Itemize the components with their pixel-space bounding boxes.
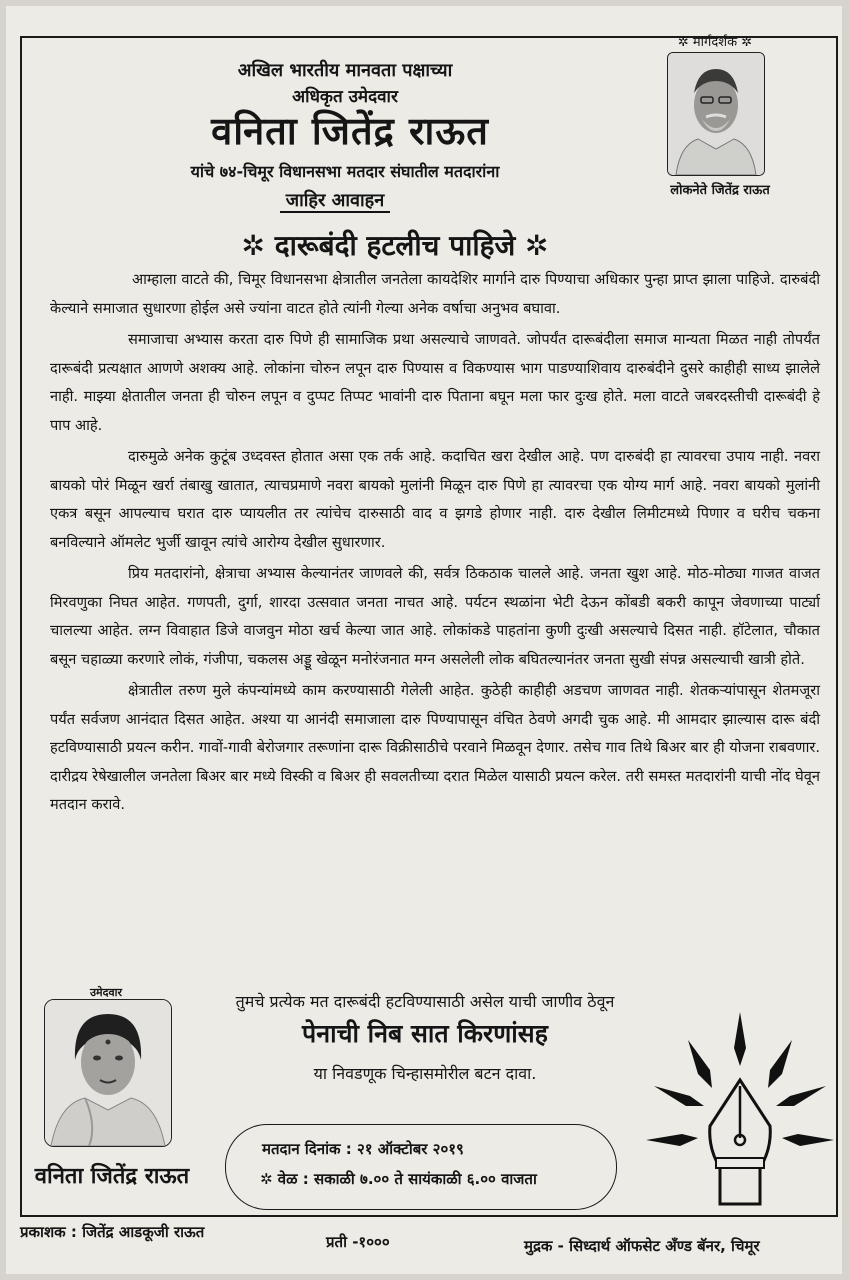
constituency-voters-line: यांचे ७४-चिमूर विधानसभा मतदार संघातील मतदारांना [190, 162, 500, 181]
guide-label: ✲ मार्गदर्शक ✲ [677, 35, 753, 50]
paragraph-1: आम्हाला वाटते की, चिमूर विधानसभा क्षेत्रातील जनतेला कायदेशिर मार्गाने दारु पिण्याचा अधिकार पुन्हा प्राप्त झाला पाहिजे. दारुबंदी केल्याने समाजात सुधारणा होईल असे ज्यांना वाटत होते त्यांनी गेल्या अनेक वर्षाचा अनुभव बघावा. [50, 271, 820, 317]
candidate-photo [44, 999, 172, 1147]
paragraph-5: क्षेत्रातील तरुण मुले कंपन्यांमध्ये काम करण्यासाठी गेलेली आहेत. कुठेही काहीही अडचण जाणवत नाही. शेतकऱ्यांपासून शेतमजूरा पर्यंत सर्वजण आनंदात दिसत आहेत. अश्या या आनंदी समाजाला दारु पिण्यापासून वंचित ठेवणे अगदी चुक आहे. मी आमदार झाल्यास दारू बंदी हटविण्यासाठी प्रयत्न करीन. गावों-गावी बेरोजगार तरूणांना दारू विक्रीसाठीचे परवाने मिळवून देणार. तसेच गाव तिथे बिअर बार ही योजना राबवणार. दारीद्रय रेषेखालील जनतेला बिअर बार मध्ये विस्की व बिअर ही सवलतीच्या दरात मिळेल यासाठी प्रयत्न करेल. तरी समस्त मतदारांनी याची नोंद घेवून मतदान करावे. [50, 682, 821, 813]
candidate-caption: वनिता जितेंद्र राऊत [34, 1164, 190, 1189]
candidate-label: उमेदवार [90, 986, 122, 999]
polling-date: मतदान दिनांक : २१ ऑक्टोबर २०१९ [262, 1140, 464, 1158]
printer-credit: मुद्रक - सिध्दार्थ ऑफसेट अँण्ड बॅनर, चिमूर [524, 1237, 760, 1255]
slogan-heading: ✲ दारूबंदी हटलीच पाहिजे ✲ [241, 229, 549, 262]
appeal-heading-text: जाहिर आवाहन [280, 190, 390, 213]
press-button-line: या निवडणूक चिन्हासमोरील बटन दावा. [313, 1064, 537, 1083]
candidate-name-heading: वनिता जितेंद्र राऊत [211, 109, 489, 153]
polling-schedule-box [225, 1124, 617, 1210]
pen-nib-seven-rays-icon [640, 1008, 840, 1208]
party-line: अखिल भारतीय मानवता पक्षाच्या [237, 60, 453, 81]
paragraph-3: दारुमुळे अनेक कुटूंब उध्दवस्त होतात असा एक तर्क आहे. कदाचित खरा देखील आहे. पण दारुबंदी हा त्यावरचा उपाय नाही. नवरा बायको पोरं मिळून खर्रा तंबाखु खातात, त्याचप्रमाणे नवरा बायको मुलांनी मिळून दारु पिणे हा त्यावरचा एक योग्य मार्ग आहे. नवरा बायको मुलांनी एकत्र बसून आपल्याच घरात दारु प्यायलीत तर त्यांचेच दारुसाठी वाद व झगडे होणार नाही. दारु देखील लिमीटमध्ये पिणार व घरीच चकना बनविल्याने ऑमलेट भुर्जी खावून त्यांचे आरोग्य देखील सुधारणार. [50, 448, 820, 551]
guide-photo [667, 52, 765, 176]
vote-awareness-line: तुमचे प्रत्येक मत दारूबंदी हटविण्यासाठी असेल याची जाणीव ठेवून [235, 992, 615, 1011]
publisher-credit: प्रकाशक : जितेंद्र आडकूजी राऊत [20, 1223, 205, 1241]
authorized-candidate-line: अधिकृत उमेदवार [292, 87, 398, 107]
guide-caption: लोकनेते जितेंद्र राऊत [670, 183, 770, 198]
polling-time: ✲ वेळ : सकाळी ७.०० ते सायंकाळी ६.०० वाजता [260, 1170, 537, 1188]
election-symbol-name: पेनाची निब सात किरणांसह [302, 1019, 548, 1048]
man-portrait-icon [668, 53, 764, 175]
appeal-heading [240, 188, 430, 212]
appeal-body [50, 266, 820, 823]
woman-portrait-icon [45, 1000, 171, 1146]
copies-count: प्रती -१००० [326, 1233, 390, 1251]
paragraph-4: प्रिय मतदारांनो, क्षेत्राचा अभ्यास केल्यानंतर जाणवले की, सर्वत्र ठिकठाक चालले आहे. जनता खुश आहे. मोठ-मोठ्या गाजत वाजत मिरवणुका निघत आहेत. गणपती, दुर्गा, शारदा उत्सवात जनता नाचत आहे. पर्यटन स्थळांना भेटी देऊन कोंबडी बकरी कापून जेवणाच्या पार्ट्या चालल्या आहेत. लग्न विवाहात डिजे वाजवुन मोठा खर्च केल्या जात आहे. लोकांकडे पाहतांना कुणी दुःखी असल्याचे दिसत नाही. हॉटेलात, चौकात बसून चहाळ्या करणारे लोकं, गंजीपा, चकलस अड्डू खेळून मनोरंजनात मग्न असलेली लोक बघितल्यानंतर जनता सुखी संपन्न असल्याची खात्री होते. [50, 565, 820, 668]
paragraph-2: समाजाचा अभ्यास करता दारु पिणे ही सामाजिक प्रथा असल्याचे जाणवते. जोपर्यंत दारूबंदीला समाज मान्यता मिळत नाही तोपर्यंत दारूबंदी प्रत्यक्षात आणणे अशक्य आहे. लोकांना चोरुन लपून दारु पिण्यास व विकण्यास भाग पाडण्याशिवाय दारुबंदीने दुसरे काहीही साध्य झालेले नाही. माझ्या क्षेतातील जनता ही चोरुन लपून व दुप्पट तिप्पट भावांनी दारु पिताना बघून मला फार दुःख होते. मला वाटते जबरदस्तीची दारूबंदी हे पाप आहे. [50, 331, 820, 434]
